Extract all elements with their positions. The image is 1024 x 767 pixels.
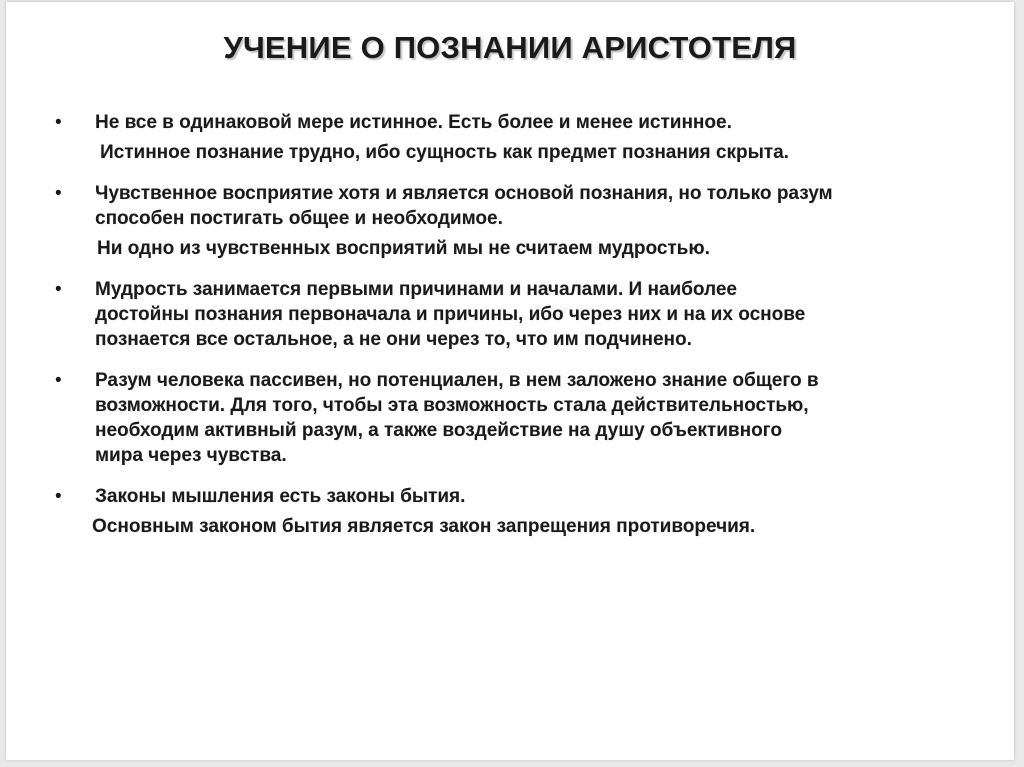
bullet-line: возможности. Для того, чтобы эта возможность стала действительностью, (95, 395, 809, 416)
bullet-line: Законы мышления есть законы бытия. (95, 486, 466, 507)
bullet-line: Чувственное восприятие хотя и является основой познания, но только разум (95, 183, 833, 204)
slide-title: УЧЕНИЕ О ПОЗНАНИИ АРИСТОТЕЛЯ (223, 30, 797, 65)
bullet-line: необходим активный разум, а также воздействие на душу объективного (95, 420, 782, 441)
bullet-list (6, 110, 1014, 555)
bullet-line: мира через чувства. (95, 445, 287, 466)
slide (6, 2, 1014, 760)
bullet-line: достойны познания первоначала и причины, ибо через них и на их основе (95, 304, 806, 325)
bullet-note: Истинное познание трудно, ибо сущность как предмет познания скрыта. (100, 142, 789, 163)
bullet-item (6, 277, 1014, 352)
bullet-item (6, 484, 1014, 539)
bullet-line: Мудрость занимается первыми причинами и началами. И наиболее (95, 279, 738, 300)
bullet-marker-icon: • (55, 279, 62, 300)
bullet-marker-icon: • (55, 183, 62, 204)
bullet-line: познается все остальное, а не они через то, что им подчинено. (95, 329, 692, 350)
bullet-note: Основным законом бытия является закон запрещения противоречия. (92, 516, 756, 537)
bullet-marker-icon: • (55, 112, 62, 133)
bullet-item (6, 181, 1014, 261)
bullet-line: способен постигать общее и необходимое. (95, 208, 503, 229)
bullet-line: Разум человека пассивен, но потенциален, в нем заложено знание общего в (95, 370, 819, 391)
bullet-marker-icon: • (55, 486, 62, 507)
bullet-note: Ни одно из чувственных восприятий мы не считаем мудростью. (97, 238, 710, 259)
bullet-item (6, 368, 1014, 468)
bullet-item (6, 110, 1014, 165)
bullet-marker-icon: • (55, 370, 62, 391)
bullet-line: Не все в одинаковой мере истинное. Есть более и менее истинное. (95, 112, 732, 133)
